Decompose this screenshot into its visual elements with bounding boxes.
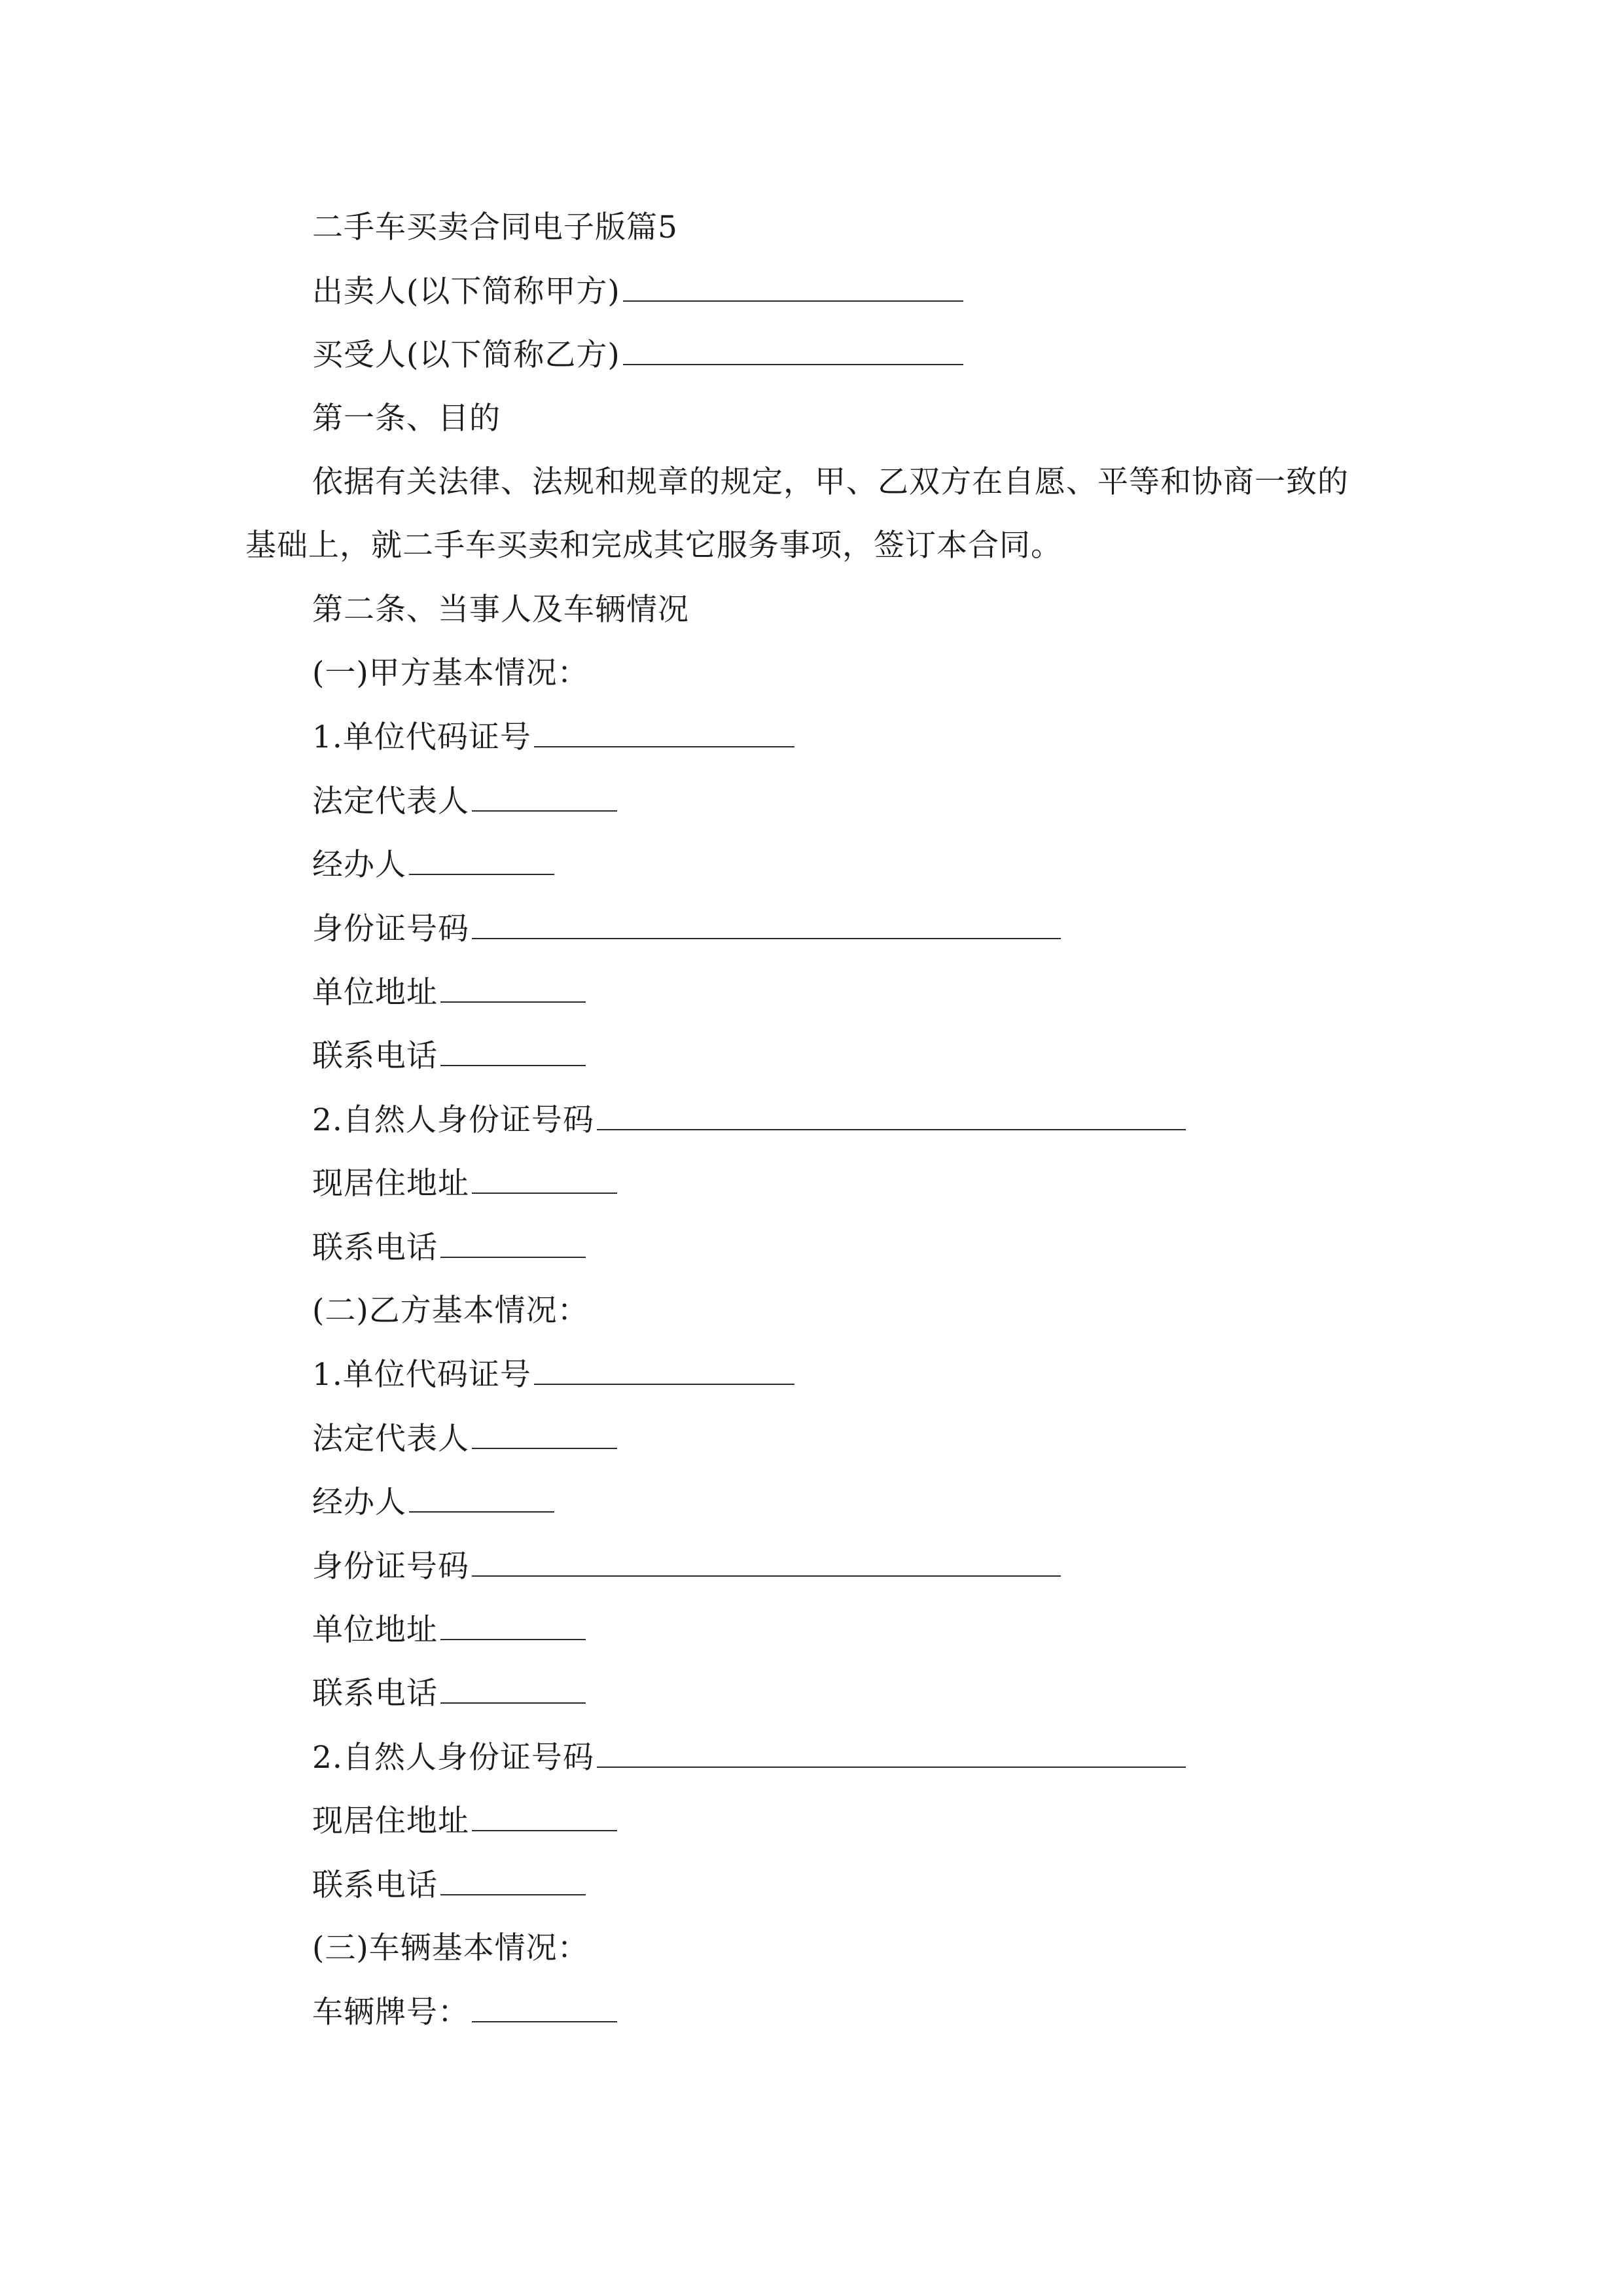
buyer-line: 买受人(以下简称乙方) xyxy=(312,335,963,374)
vehicle-plate-field[interactable] xyxy=(472,1992,617,2022)
party-b-org-code-line: 1.单位代码证号 xyxy=(312,1355,794,1394)
party-a-phone2-line: 联系电话 xyxy=(312,1228,586,1267)
vehicle-plate-line: 车辆牌号： xyxy=(312,1992,617,2032)
party-a-phone-line: 联系电话 xyxy=(312,1036,586,1075)
party-a-phone-field[interactable] xyxy=(440,1036,586,1066)
party-a-agent-line: 经办人 xyxy=(312,845,554,884)
party-b-phone2-field[interactable] xyxy=(440,1865,586,1895)
article2-heading: 第二条、当事人及车辆情况 xyxy=(312,592,689,628)
party-b-residence-field[interactable] xyxy=(472,1801,617,1831)
party-a-residence-field[interactable] xyxy=(472,1164,617,1194)
party-b-legal-rep-field[interactable] xyxy=(472,1419,617,1449)
party-a-id-line: 身份证号码 xyxy=(312,909,1061,948)
party-a-natural-id-field[interactable] xyxy=(597,1100,1186,1130)
party-b-natural-id-field[interactable] xyxy=(597,1738,1186,1768)
party-b-phone-field[interactable] xyxy=(440,1674,586,1704)
party-b-phone-line: 联系电话 xyxy=(312,1674,586,1713)
document-title: 二手车买卖合同电子版篇5 xyxy=(312,209,678,245)
party-b-heading: (二)乙方基本情况： xyxy=(312,1293,589,1329)
seller-name-field[interactable] xyxy=(623,272,963,302)
party-a-address-field[interactable] xyxy=(440,973,586,1003)
party-a-natural-id-line: 2.自然人身份证号码 xyxy=(312,1100,1186,1139)
party-b-address-line: 单位地址 xyxy=(312,1610,586,1649)
party-b-legal-rep-line: 法定代表人 xyxy=(312,1419,617,1458)
party-a-org-code-field[interactable] xyxy=(534,717,794,747)
party-b-agent-line: 经办人 xyxy=(312,1482,554,1522)
party-a-legal-rep-line: 法定代表人 xyxy=(312,781,617,821)
article1-paragraph-line2: 基础上，就二手车买卖和完成其它服务事项，签订本合同。 xyxy=(245,528,1062,564)
party-a-address-line: 单位地址 xyxy=(312,973,586,1012)
party-a-heading: (一)甲方基本情况： xyxy=(312,655,589,691)
party-b-phone2-line: 联系电话 xyxy=(312,1865,586,1905)
party-a-org-code-line: 1.单位代码证号 xyxy=(312,717,794,757)
vehicle-heading: (三)车辆基本情况： xyxy=(312,1930,589,1966)
buyer-name-field[interactable] xyxy=(623,335,963,365)
party-a-residence-line: 现居住地址 xyxy=(312,1164,617,1203)
seller-line: 出卖人(以下简称甲方) xyxy=(312,272,963,311)
article1-heading: 第一条、目的 xyxy=(312,401,501,437)
party-a-id-field[interactable] xyxy=(472,909,1061,939)
party-b-id-field[interactable] xyxy=(472,1547,1061,1577)
party-b-natural-id-line: 2.自然人身份证号码 xyxy=(312,1738,1186,1777)
party-a-agent-field[interactable] xyxy=(409,845,554,875)
party-b-id-line: 身份证号码 xyxy=(312,1547,1061,1586)
party-b-agent-field[interactable] xyxy=(409,1482,554,1513)
party-b-address-field[interactable] xyxy=(440,1610,586,1640)
party-a-phone2-field[interactable] xyxy=(440,1228,586,1258)
article1-paragraph-line1: 依据有关法律、法规和规章的规定，甲、乙双方在自愿、平等和协商一致的 xyxy=(312,464,1349,500)
party-b-org-code-field[interactable] xyxy=(534,1355,794,1385)
party-b-residence-line: 现居住地址 xyxy=(312,1801,617,1840)
party-a-legal-rep-field[interactable] xyxy=(472,781,617,812)
